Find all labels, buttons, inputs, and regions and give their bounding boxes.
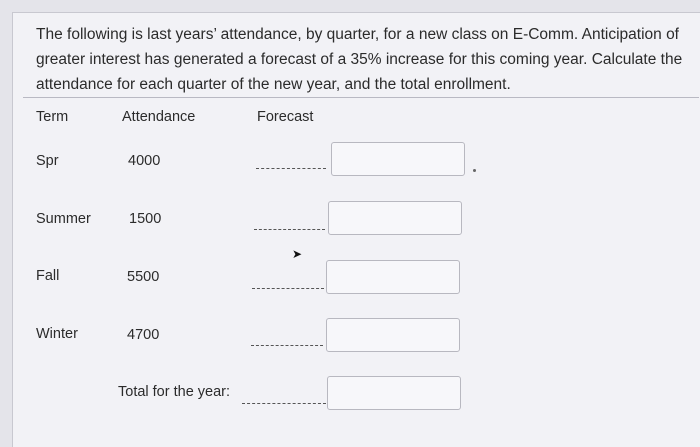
forecast-input-fall[interactable] [326,260,460,294]
answer-blank-line [252,288,324,289]
term-cell: Winter [36,326,78,342]
total-input[interactable] [327,376,461,410]
forecast-input-spr[interactable] [331,142,465,176]
attendance-cell: 5500 [127,269,160,285]
term-cell: Spr [36,153,59,169]
forecast-input-summer[interactable] [328,201,462,235]
answer-blank-line [242,403,326,404]
forecast-input-winter[interactable] [326,318,460,352]
attendance-cell: 1500 [129,211,162,227]
term-cell: Fall [36,268,60,284]
attendance-header: Attendance [122,109,196,125]
answer-blank-line [251,345,323,346]
term-header: Term [36,109,69,125]
answer-blank-line [256,168,326,169]
stray-dot [473,169,476,172]
total-label: Total for the year: [118,384,231,400]
forecast-header: Forecast [257,109,314,125]
attendance-cell: 4700 [127,327,160,343]
divider [23,97,699,98]
attendance-cell: 4000 [128,153,161,169]
question-text: The following is last years’ attendance, by quarter, for a new class on E-Comm. Anticipation of greater interest has generated a forecast of a 35% increase for this coming year. Calculate the attendance for each quarter of the new year, and the total enrollment. [36,26,683,93]
term-cell: Summer [36,211,91,227]
answer-blank-line [254,229,325,230]
mouse-pointer-icon: ➤ [292,247,303,261]
